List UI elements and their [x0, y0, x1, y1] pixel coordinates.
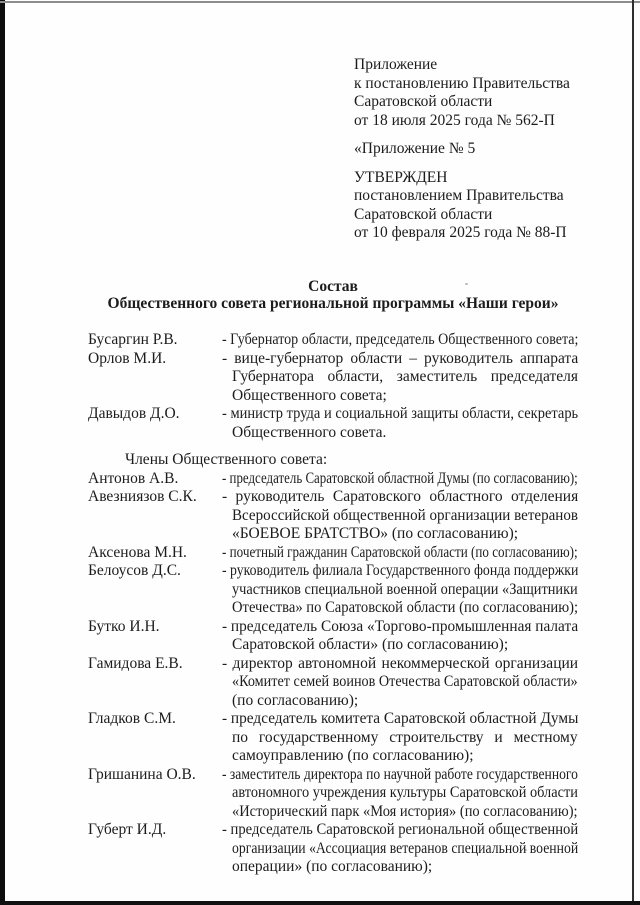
- role-line: - Губернатор области, председатель Общественного совета;: [222, 331, 579, 348]
- person-name: Аксенова М.Н.: [88, 543, 187, 561]
- role-line: самоуправлению (по согласованию);: [232, 747, 474, 764]
- role-line: - руководитель филиала Государственного фонда поддержки: [222, 562, 579, 579]
- scan-edge-bottom: [0, 901, 640, 905]
- person-name: Бутко И.Н.: [88, 617, 160, 635]
- role-line: по государственному строительству и местному: [232, 728, 578, 746]
- roster-row: [88, 331, 578, 350]
- role-line: «БОЕВОЕ БРАТСТВО» (по согласованию);: [232, 525, 519, 542]
- document-title: [88, 278, 578, 312]
- role-line: автономного учреждения культуры Саратовской области: [232, 784, 578, 801]
- role-line: - руководитель Саратовского областного отделения: [222, 488, 579, 505]
- role-line: - министр труда и социальной защиты области, секретарь: [222, 405, 579, 422]
- role-line: - директор автономной некоммерческой организации: [222, 654, 579, 672]
- role-line: - председатель Саратовской региональной общественной: [222, 821, 579, 838]
- annex-reference: [354, 56, 594, 130]
- approval-line: от 10 февраля 2025 года № 88-П: [354, 224, 567, 241]
- role-line: Саратовской области» (по согласованию);: [232, 636, 509, 653]
- roster-row: [88, 655, 578, 711]
- roster-row: [88, 405, 578, 442]
- scan-edge-right: [632, 0, 634, 905]
- person-role: [222, 488, 578, 544]
- person-role: [222, 331, 578, 350]
- members-heading: Члены Общественного совета:: [125, 451, 328, 468]
- annex-reference-line: Саратовской области: [354, 93, 493, 110]
- role-line: Общественного совета;: [232, 386, 387, 404]
- annex-reference-line: от 18 июля 2025 года № 562-П: [354, 111, 555, 129]
- approval-stamp: [354, 169, 594, 243]
- role-line: участников специальной военной операции «Защитники: [232, 580, 578, 598]
- role-line: организации «Ассоциация ветеранов специальной военной: [232, 839, 579, 857]
- role-line: - председатель комитета Саратовской областной Думы: [222, 710, 579, 727]
- roster-row: [88, 350, 578, 406]
- person-role: [222, 710, 578, 766]
- person-name: Орлов М.И.: [88, 349, 167, 367]
- annex-number-line: «Приложение № 5: [354, 140, 476, 157]
- document-title-line1: Состав: [308, 278, 358, 295]
- person-name: Белоусов Д.С.: [88, 562, 181, 579]
- roster-row: [88, 710, 578, 766]
- role-line: Губернатора области, заместитель председателя: [232, 368, 578, 385]
- roster-row: [88, 470, 578, 489]
- roster-row: [88, 766, 578, 822]
- approval-line: Саратовской области: [354, 205, 493, 223]
- person-role: [222, 821, 578, 877]
- document-header: [354, 56, 594, 243]
- roster-content: [88, 331, 578, 877]
- person-name: Бусаргин Р.В.: [88, 331, 178, 348]
- document-title-line2: Общественного совета региональной программы «Наши герои»: [107, 295, 559, 312]
- annex-number: [354, 140, 594, 159]
- role-line: - председатель Саратовской областной Думы (по согласованию);: [222, 469, 578, 487]
- annex-reference-line: Приложение: [354, 56, 438, 73]
- role-line: «Исторический парк «Моя история» (по согласованию);: [232, 802, 578, 820]
- person-role: [222, 350, 578, 406]
- role-line: Общественного совета.: [232, 423, 387, 441]
- person-role: [222, 405, 578, 442]
- role-line: - почетный гражданин Саратовской области (по согласованию);: [222, 543, 578, 561]
- role-line: - председатель Союза «Торгово-промышленная палата: [222, 617, 579, 635]
- person-role: [222, 544, 578, 563]
- person-name: Гладков С.М.: [88, 710, 176, 727]
- role-line: - вице-губернатор области – руководитель аппарата: [222, 349, 579, 367]
- roster-row: [88, 562, 578, 618]
- role-line: (по согласованию);: [232, 691, 359, 709]
- annex-reference-line: к постановлению Правительства: [354, 74, 570, 92]
- person-name: Губерт И.Д.: [88, 821, 167, 838]
- role-line: - заместитель директора по научной работе государственного: [222, 765, 578, 783]
- approval-line: постановлением Правительства: [354, 187, 564, 204]
- role-line: Всероссийской общественной организации ветеранов: [232, 506, 579, 524]
- person-name: Давыдов Д.О.: [88, 405, 180, 422]
- role-line: операции» (по согласованию);: [232, 858, 433, 875]
- roster-row: [88, 821, 578, 877]
- roster-row: [88, 488, 578, 544]
- person-role: [222, 618, 578, 655]
- roster-row: [88, 618, 578, 655]
- person-role: [222, 562, 578, 618]
- person-role: [222, 470, 578, 489]
- role-line: Отечества» по Саратовской области (по согласованию);: [232, 599, 579, 616]
- person-role: [222, 655, 578, 711]
- members-list: [88, 470, 578, 877]
- scan-edge-top: [0, 1, 640, 3]
- person-name: Антонов А.В.: [88, 469, 179, 487]
- person-name: Гришанина О.В.: [88, 765, 196, 783]
- scan-edge-left: [0, 0, 5, 905]
- approval-line: УТВЕРЖДЕН: [354, 168, 448, 186]
- officers-list: [88, 331, 578, 442]
- person-name: Авезниязов С.К.: [88, 488, 197, 505]
- role-line: «Комитет семей воинов Отечества Саратовской области»: [232, 673, 578, 690]
- person-name: Гамидова Е.В.: [88, 654, 183, 672]
- roster-row: [88, 544, 578, 563]
- person-role: [222, 766, 578, 822]
